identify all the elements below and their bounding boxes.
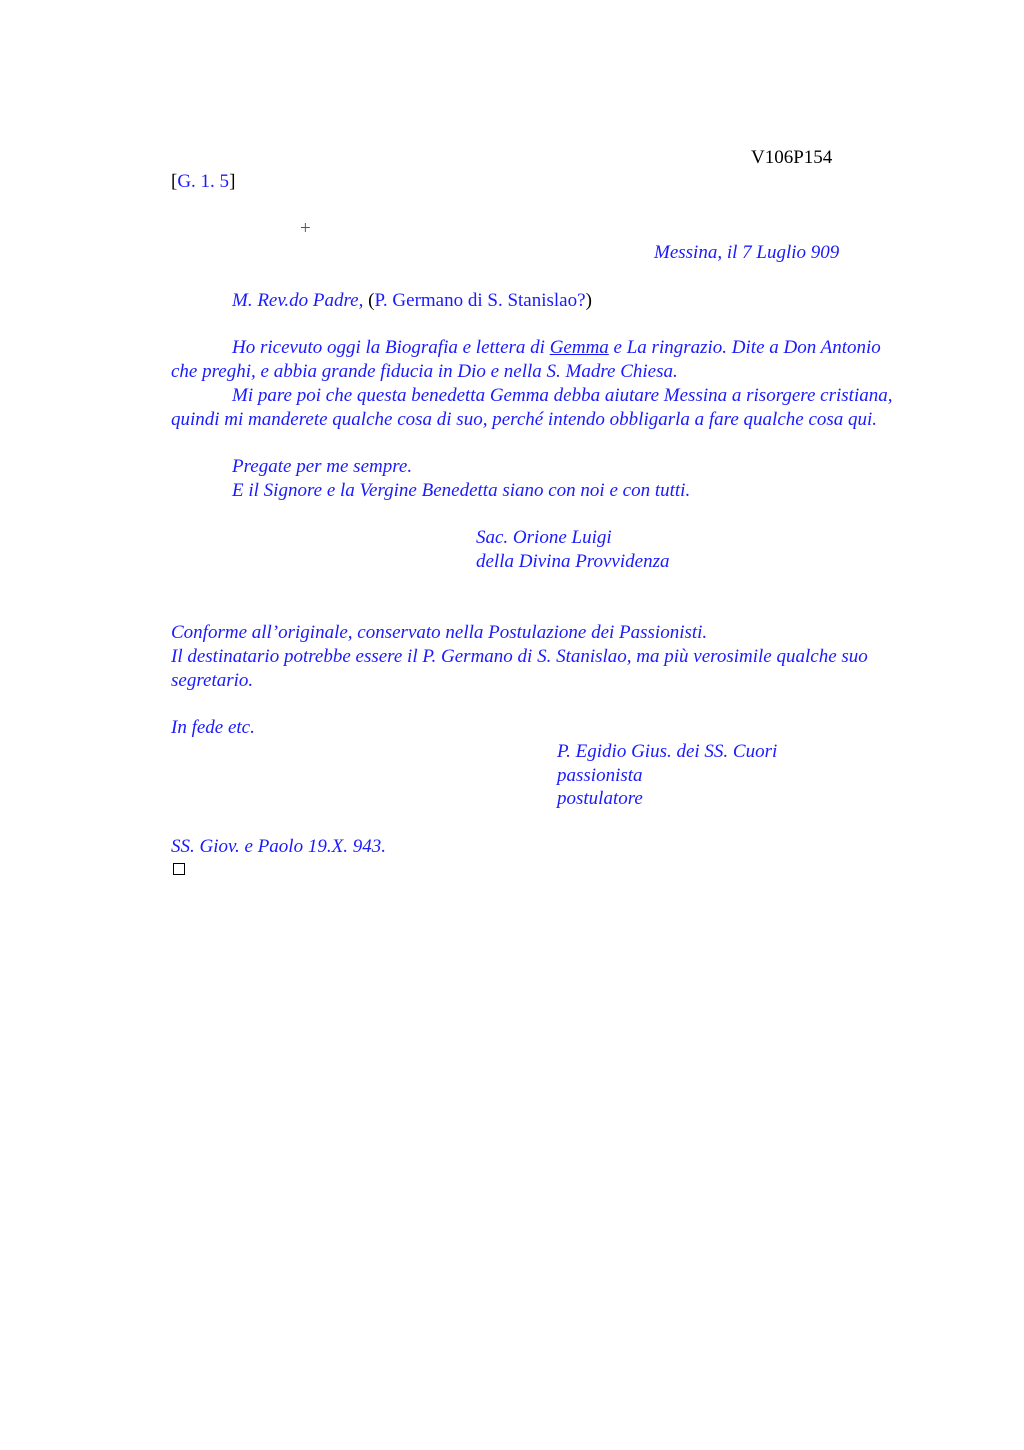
cross-icon: + — [300, 218, 311, 239]
attestation-place-date: SS. Giov. e Paolo 19.X. 943. — [171, 836, 386, 857]
letter-paragraph-3: Pregate per me sempre. — [232, 456, 413, 477]
attestation-signer-role: postulatore — [557, 788, 643, 809]
signature-name: Sac. Orione Luigi — [476, 527, 612, 548]
reference-code: V106P154 — [751, 147, 833, 168]
recipient-note: (P. Germano di S. Stanislao?) — [368, 290, 592, 311]
letter-paragraph-2: Mi pare poi che questa benedetta Gemma debba aiutare Messina a risorgere cristiana, quindi mi manderete qualche cosa di suo, perché intendo obbligarla a fare qualche cosa qui. — [171, 385, 893, 430]
attestation-signer-order: passionista — [557, 765, 643, 786]
attestation-line-1: Conforme all’originale, conservato nella Postulazione dei Passionisti. — [171, 622, 708, 643]
archive-ref-open-bracket: [ — [171, 171, 178, 192]
letter-paragraph-1 — [171, 336, 906, 384]
signature-title: della Divina Provvidenza — [476, 551, 670, 572]
attestation-line-2: Il destinatario potrebbe essere il P. Germano di S. Stanislao, ma più verosimile qualche suo segretario. — [171, 646, 868, 691]
end-marker-square — [173, 863, 185, 875]
salutation-line — [232, 289, 592, 313]
paragraph-1-start: Ho ricevuto oggi la Biografia e lettera di — [232, 337, 550, 358]
gemma-link-text: Gemma — [549, 337, 609, 358]
archive-reference — [171, 170, 235, 194]
in-fede: In fede etc. — [171, 717, 255, 738]
recipient-note-text: P. Germano di S. Stanislao? — [374, 290, 586, 311]
paragraph-1-end: e La ringrazio. Dite a Don Antonio che preghi, e abbia grande fiducia in Dio e nella S. Madre Chiesa. — [171, 337, 881, 382]
archive-ref-close-bracket: ] — [229, 171, 236, 192]
letter-paragraph-4: E il Signore e la Vergine Benedetta siano con noi e con tutti. — [232, 480, 691, 501]
archive-ref-value: G. 1. 5 — [177, 171, 230, 192]
attestation-signer-name: P. Egidio Gius. dei SS. Cuori — [557, 741, 778, 762]
letter-place-date: Messina, il 7 Luglio 909 — [654, 242, 840, 263]
salutation: M. Rev.do Padre, — [232, 290, 364, 311]
